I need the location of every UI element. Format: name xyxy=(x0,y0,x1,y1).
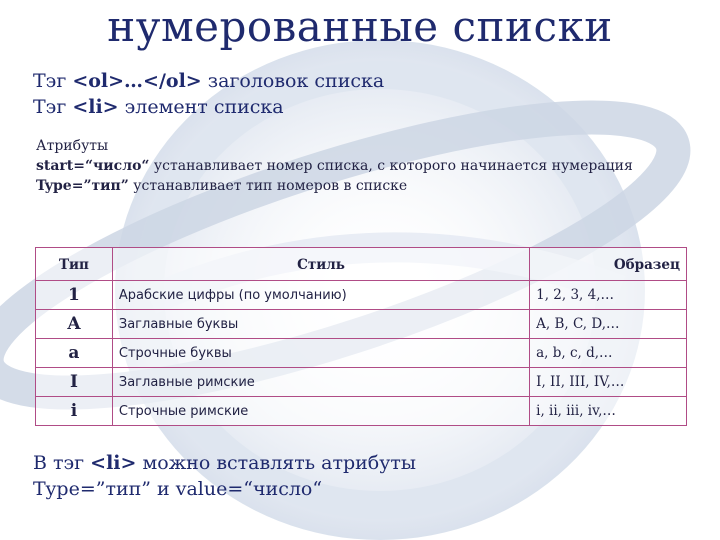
outro-rest: можно вставлять атрибуты xyxy=(136,452,417,474)
cell-sample: i, ii, iii, iv,… xyxy=(530,397,687,426)
header-style: Стиль xyxy=(112,248,529,281)
table-header-row xyxy=(36,248,687,281)
intro-rest: заголовок списка xyxy=(201,70,385,92)
attribute-type-name: Type=”тип” xyxy=(36,178,129,194)
list-types-table xyxy=(35,247,687,426)
cell-type: i xyxy=(36,397,113,426)
attribute-start-name: start=“число“ xyxy=(36,158,150,174)
cell-style: Заглавные римские xyxy=(112,368,529,397)
intro-tag-ol: <ol>…</ol> xyxy=(72,70,202,92)
table-row xyxy=(36,281,687,310)
header-sample: Образец xyxy=(530,248,687,281)
intro-block xyxy=(33,68,384,120)
intro-rest: элемент списка xyxy=(118,96,284,118)
outro-prefix: В тэг xyxy=(33,452,91,474)
cell-style: Арабские цифры (по умолчанию) xyxy=(112,281,529,310)
table-row xyxy=(36,368,687,397)
attribute-type xyxy=(36,176,676,196)
cell-type: 1 xyxy=(36,281,113,310)
outro-block xyxy=(33,450,416,502)
cell-type: A xyxy=(36,310,113,339)
intro-tag-li: <li> xyxy=(72,96,119,118)
cell-type: I xyxy=(36,368,113,397)
outro-tag-li: <li> xyxy=(90,452,137,474)
cell-style: Строчные римские xyxy=(112,397,529,426)
outro-line-2: Type=”тип” и value=“число“ xyxy=(33,478,323,500)
attribute-type-desc: устанавливает тип номеров в списке xyxy=(128,178,408,194)
cell-sample: I, II, III, IV,… xyxy=(530,368,687,397)
attribute-start-desc: устанавливает номер списка, с которого начинается нумерация xyxy=(149,158,633,174)
cell-type: a xyxy=(36,339,113,368)
slide-title: нумерованные списки xyxy=(107,2,613,51)
table-row xyxy=(36,310,687,339)
attributes-heading: Атрибуты xyxy=(36,138,109,154)
cell-style: Строчные буквы xyxy=(112,339,529,368)
cell-sample: A, B, C, D,… xyxy=(530,310,687,339)
intro-line-ol xyxy=(33,68,384,94)
intro-prefix: Тэг xyxy=(33,96,73,118)
attributes-block xyxy=(36,136,676,196)
outro-line-1 xyxy=(33,450,416,476)
table-row xyxy=(36,339,687,368)
table-row xyxy=(36,397,687,426)
cell-sample: a, b, c, d,… xyxy=(530,339,687,368)
header-type: Тип xyxy=(36,248,113,281)
intro-line-li xyxy=(33,94,384,120)
intro-prefix: Тэг xyxy=(33,70,73,92)
cell-style: Заглавные буквы xyxy=(112,310,529,339)
attribute-start xyxy=(36,156,676,176)
cell-sample: 1, 2, 3, 4,… xyxy=(530,281,687,310)
